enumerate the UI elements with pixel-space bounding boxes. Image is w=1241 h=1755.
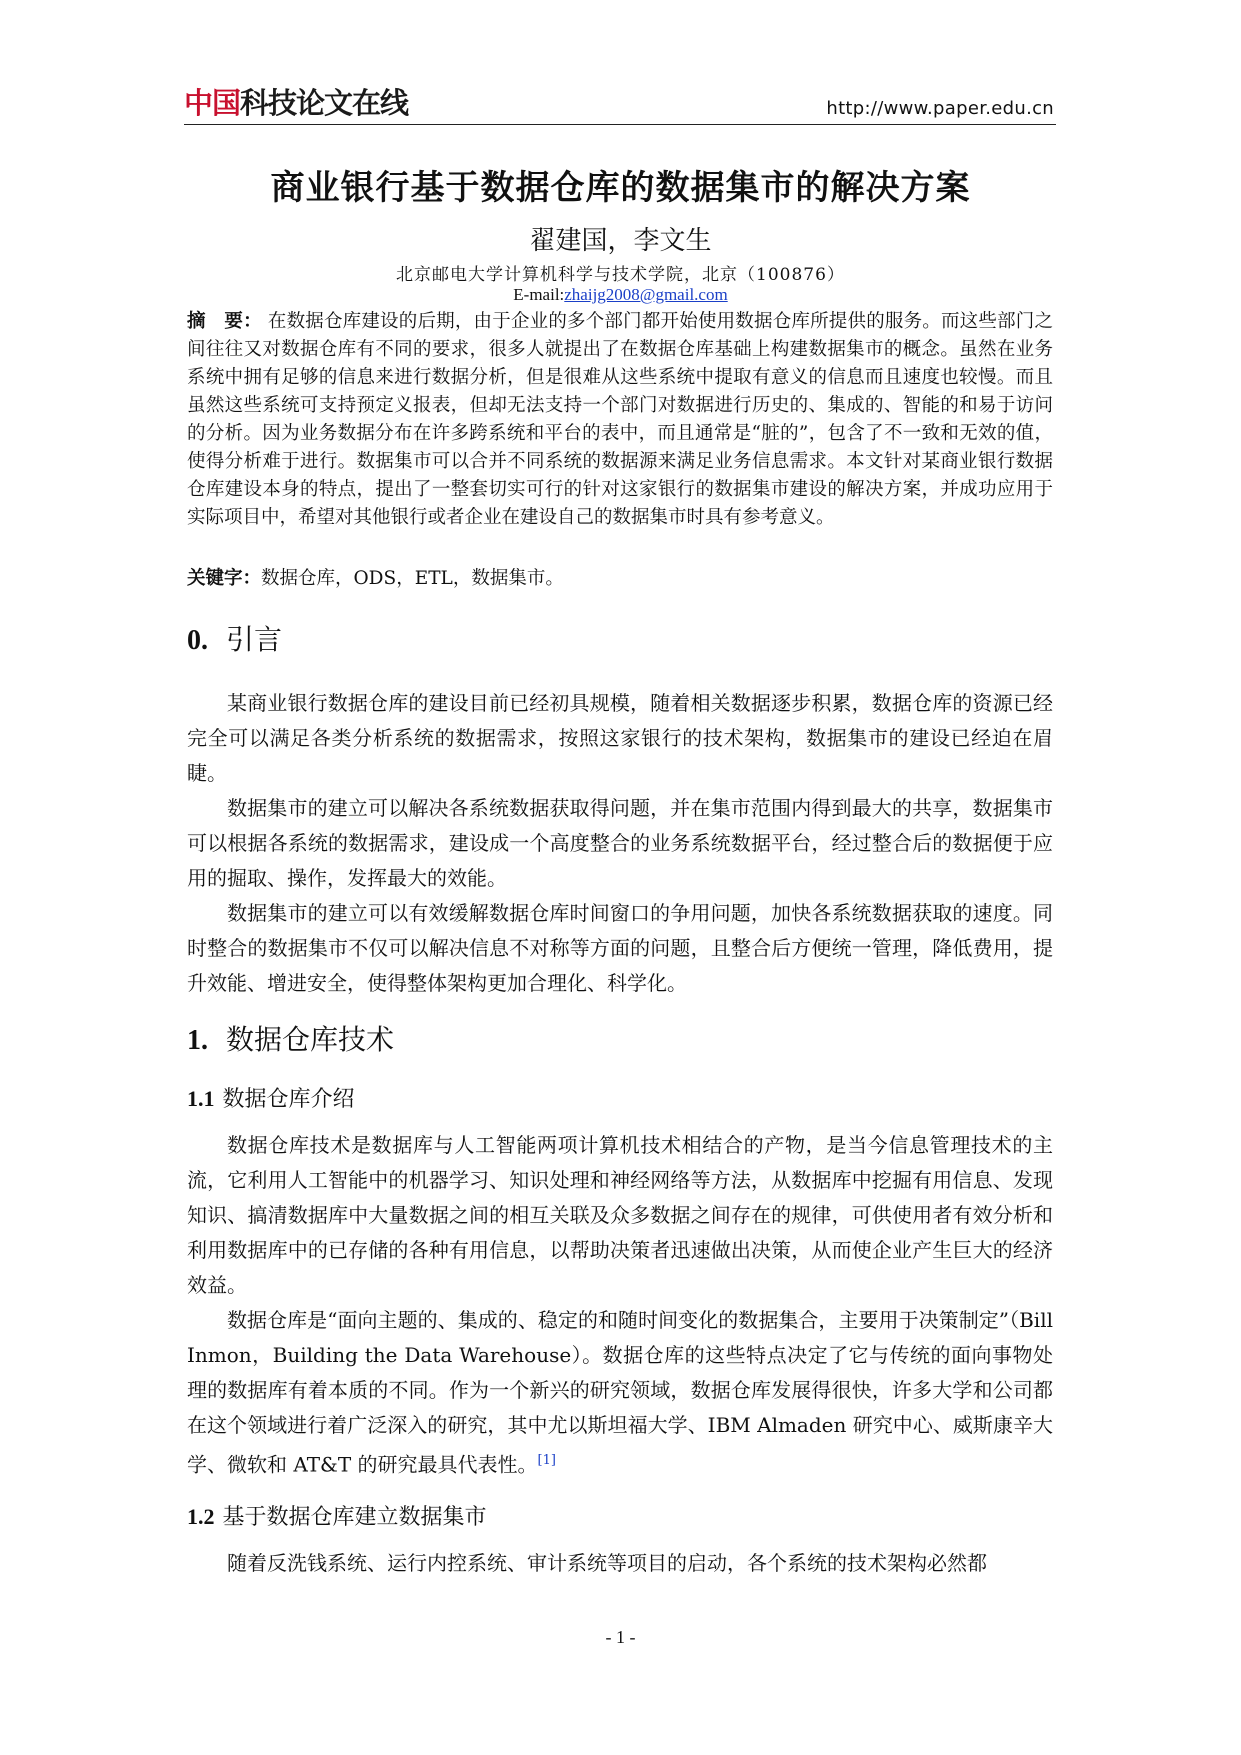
site-logo[interactable] xyxy=(184,86,408,120)
site-header xyxy=(184,84,1056,125)
abstract-label: 摘 要： xyxy=(187,311,262,332)
section-heading-1 xyxy=(187,1018,394,1058)
subsection-number: 1.1 xyxy=(187,1086,215,1111)
paragraph: 数据集市的建立可以有效缓解数据仓库时间窗口的争用问题，加快各系统数据获取的速度。同时整合的数据集市不仅可以解决信息不对称等方面的问题，且整合后方便统一管理，降低费用，提升效能、增进安全，使得整体架构更加合理化、科学化。 xyxy=(187,901,1053,995)
abstract xyxy=(187,308,1053,532)
section-1-2-body xyxy=(187,1546,1053,1581)
section-title: 数据仓库技术 xyxy=(226,1023,395,1056)
section-1-1-body xyxy=(187,1128,1053,1483)
paragraph xyxy=(187,1303,1053,1483)
keywords-text: 数据仓库，ODS，ETL，数据集市。 xyxy=(261,568,564,589)
paper-title: 商业银行基于数据仓库的数据集市的解决方案 xyxy=(270,168,971,208)
subsection-number: 1.2 xyxy=(187,1504,215,1529)
logo-dark-text: 科技论文在线 xyxy=(240,86,409,120)
paragraph: 某商业银行数据仓库的建设目前已经初具规模，随着相关数据逐步积累，数据仓库的资源已经完全可以满足各类分析系统的数据需求，按照这家银行的技术架构，数据集市的建设已经迫在眉睫。 xyxy=(187,691,1053,785)
citation-link[interactable]: [1] xyxy=(537,1453,556,1468)
subsection-title: 基于数据仓库建立数据集市 xyxy=(222,1505,487,1530)
section-0-body xyxy=(187,686,1053,1001)
subsection-title: 数据仓库介绍 xyxy=(222,1087,355,1112)
subsection-heading-1-2 xyxy=(187,1500,487,1531)
keywords xyxy=(187,565,1053,593)
section-number: 0. xyxy=(187,625,208,656)
paragraph-text: 数据仓库是“面向主题的、集成的、稳定的和随时间变化的数据集合，主要用于决策制定”（Bill Inmon，Building the Data Warehouse）。数据仓库的这些特点决定了它与传统的面向事物处理的数据库有着本质的不同。作为一个新兴的研究领域，数据仓库发展得很快，许多大学和公司都在这个领域进行着广泛深入的研究，其中尤以斯坦福大学、IBM Almaden 研究中心、威斯康辛大学、微软和 AT&T 的研究最具代表性。 xyxy=(187,1308,1053,1477)
section-title: 引言 xyxy=(226,623,283,656)
section-number: 1. xyxy=(187,1025,208,1056)
site-url[interactable]: http://www.paper.edu.cn xyxy=(826,98,1054,119)
paper-authors: 翟建国，李文生 xyxy=(529,226,712,256)
paragraph: 随着反洗钱系统、运行内控系统、审计系统等项目的启动，各个系统的技术架构必然都 xyxy=(227,1551,987,1575)
email-link[interactable]: zhaijg2008@gmail.com xyxy=(564,285,728,304)
paragraph: 数据仓库技术是数据库与人工智能两项计算机技术相结合的产物，是当今信息管理技术的主流，它利用人工智能中的机器学习、知识处理和神经网络等方法，从数据库中挖掘有用信息、发现知识、搞清数据库中大量数据之间的相互关联及众多数据之间存在的规律，可供使用者有效分析和利用数据库中的已存储的各种有用信息，以帮助决策者迅速做出决策，从而使企业产生巨大的经济效益。 xyxy=(187,1133,1053,1297)
abstract-text: 在数据仓库建设的后期，由于企业的多个部门都开始使用数据仓库所提供的服务。而这些部门之间往往又对数据仓库有不同的要求，很多人就提出了在数据仓库基础上构建数据集市的概念。虽然在业务系统中拥有足够的信息来进行数据分析，但是很难从这些系统中提取有意义的信息而且速度也较慢。而且虽然这些系统可支持预定义报表，但却无法支持一个部门对数据进行历史的、集成的、智能的和易于访问的分析。因为业务数据分布在许多跨系统和平台的表中，而且通常是“脏的”，包含了不一致和无效的值，使得分析难于进行。数据集市可以合并不同系统的数据源来满足业务信息需求。本文针对某商业银行数据仓库建设本身的特点，提出了一整套切实可行的针对这家银行的数据集市建设的解决方案，并成功应用于实际项目中，希望对其他银行或者企业在建设自己的数据集市时具有参考意义。 xyxy=(187,311,1053,528)
logo-red-text: 中国 xyxy=(184,86,241,120)
email-label: E-mail: xyxy=(513,285,565,304)
keywords-label: 关键字： xyxy=(187,568,262,589)
subsection-heading-1-1 xyxy=(187,1082,355,1113)
paper-affiliation: 北京邮电大学计算机科学与技术学院，北京（100876） xyxy=(396,265,845,285)
page-number: - 1 - xyxy=(605,1627,636,1647)
author-email-line xyxy=(0,285,1241,305)
paragraph: 数据集市的建立可以解决各系统数据获取得问题，并在集市范围内得到最大的共享，数据集市可以根据各系统的数据需求，建设成一个高度整合的业务系统数据平台，经过整合后的数据便于应用的掘取、操作，发挥最大的效能。 xyxy=(187,796,1053,890)
section-heading-0 xyxy=(187,618,282,658)
